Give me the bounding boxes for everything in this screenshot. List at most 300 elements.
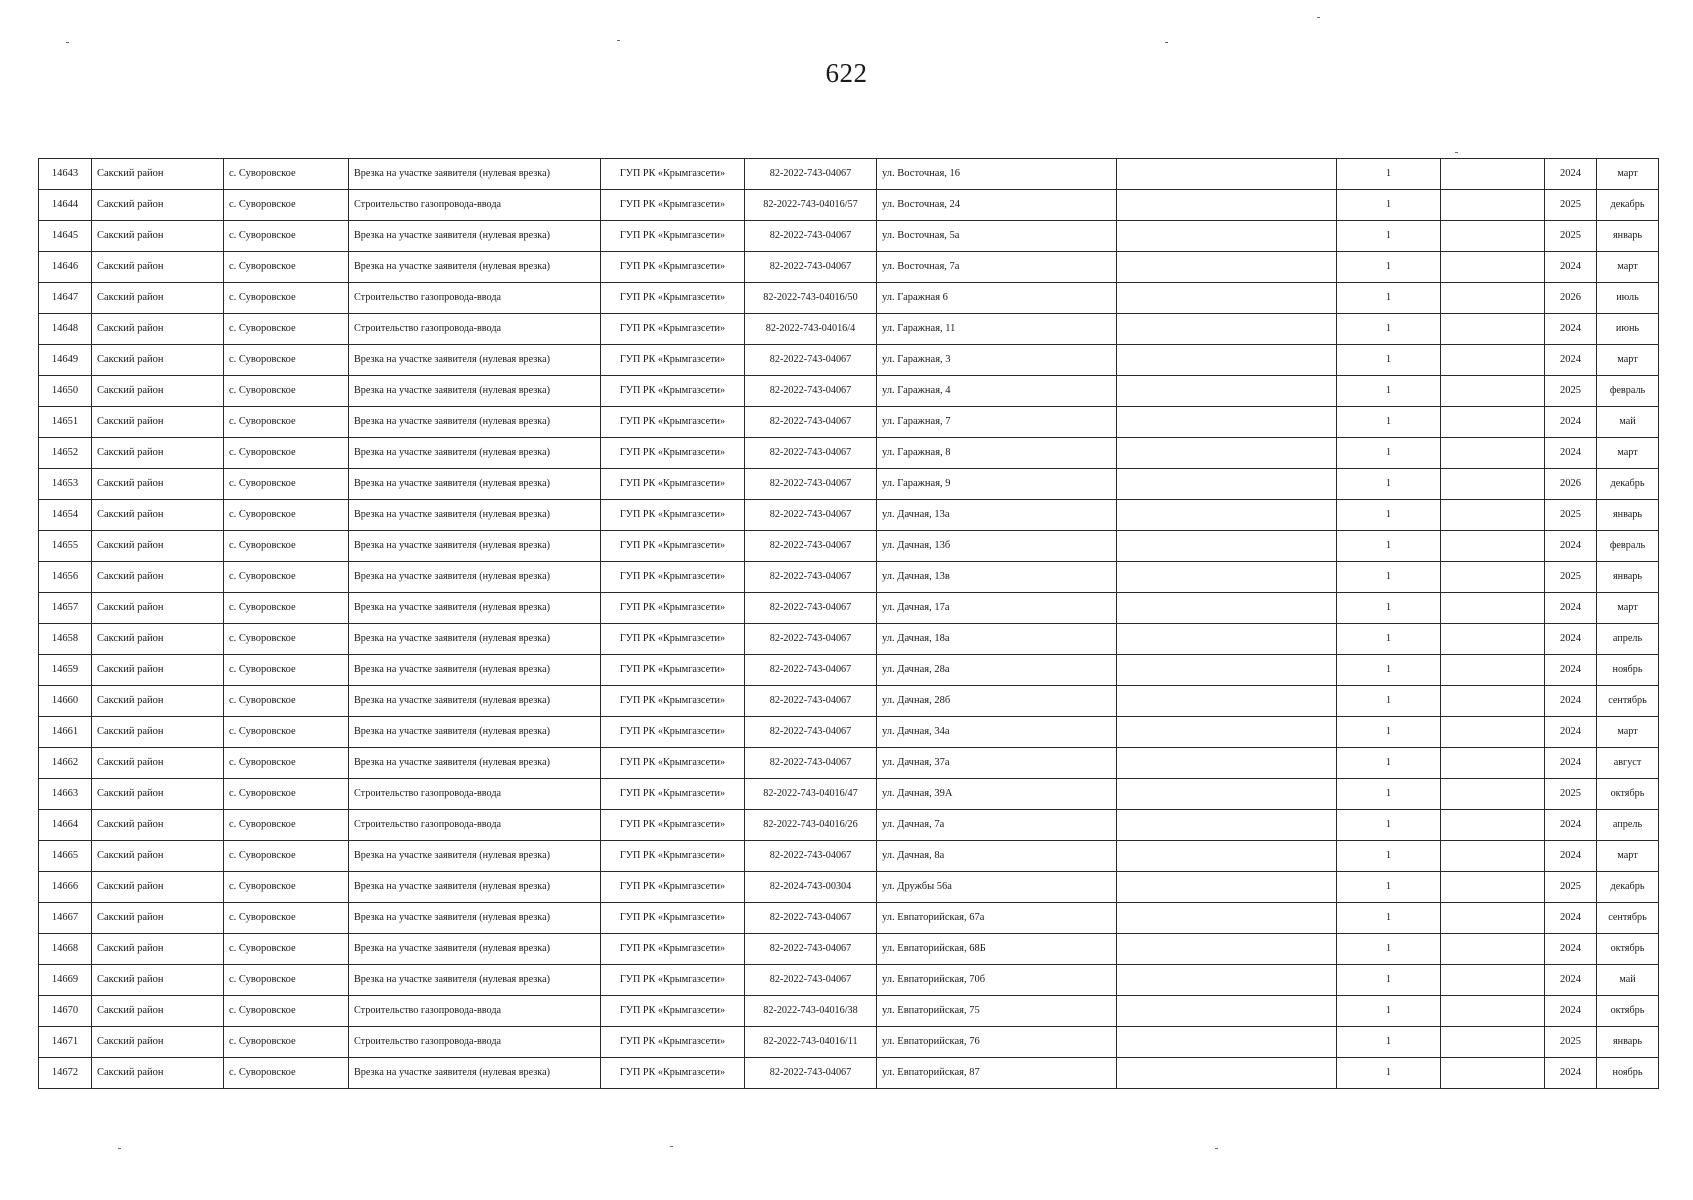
table-row (39, 345, 1659, 376)
village-cell: с. Суворовское (224, 686, 349, 717)
month-cell: октябрь (1597, 934, 1659, 965)
address-cell: ул. Дачная, 28а (877, 655, 1117, 686)
blank-cell (1117, 996, 1337, 1027)
organization-cell: ГУП РК «Крымгазсети» (601, 562, 745, 593)
row-number: 14657 (39, 593, 92, 624)
blank-cell (1441, 748, 1545, 779)
document-number-cell: 82-2022-743-04016/38 (745, 996, 877, 1027)
month-cell: декабрь (1597, 190, 1659, 221)
district-cell: Сакский район (92, 748, 224, 779)
district-cell: Сакский район (92, 221, 224, 252)
table-row (39, 562, 1659, 593)
village-cell: с. Суворовское (224, 872, 349, 903)
work-type-cell: Врезка на участке заявителя (нулевая врезка) (349, 159, 601, 190)
blank-cell (1441, 469, 1545, 500)
count-cell: 1 (1337, 252, 1441, 283)
village-cell: с. Суворовское (224, 810, 349, 841)
address-cell: ул. Дачная, 13в (877, 562, 1117, 593)
blank-cell (1117, 407, 1337, 438)
count-cell: 1 (1337, 624, 1441, 655)
year-cell: 2024 (1545, 624, 1597, 655)
row-number: 14662 (39, 748, 92, 779)
blank-cell (1441, 779, 1545, 810)
work-type-cell: Врезка на участке заявителя (нулевая врезка) (349, 872, 601, 903)
scan-speck (670, 1146, 673, 1147)
organization-cell: ГУП РК «Крымгазсети» (601, 779, 745, 810)
year-cell: 2024 (1545, 252, 1597, 283)
document-number-cell: 82-2022-743-04016/11 (745, 1027, 877, 1058)
month-cell: март (1597, 717, 1659, 748)
month-cell: январь (1597, 221, 1659, 252)
month-cell: март (1597, 252, 1659, 283)
district-cell: Сакский район (92, 934, 224, 965)
village-cell: с. Суворовское (224, 438, 349, 469)
village-cell: с. Суворовское (224, 1058, 349, 1089)
row-number: 14663 (39, 779, 92, 810)
count-cell: 1 (1337, 1027, 1441, 1058)
year-cell: 2024 (1545, 438, 1597, 469)
organization-cell: ГУП РК «Крымгазсети» (601, 283, 745, 314)
blank-cell (1117, 283, 1337, 314)
organization-cell: ГУП РК «Крымгазсети» (601, 717, 745, 748)
table-row (39, 283, 1659, 314)
blank-cell (1441, 221, 1545, 252)
village-cell: с. Суворовское (224, 283, 349, 314)
blank-cell (1441, 1027, 1545, 1058)
address-cell: ул. Гаражная, 7 (877, 407, 1117, 438)
blank-cell (1441, 593, 1545, 624)
document-number-cell: 82-2022-743-04067 (745, 252, 877, 283)
table-row (39, 221, 1659, 252)
address-cell: ул. Восточная, 5а (877, 221, 1117, 252)
blank-cell (1117, 221, 1337, 252)
row-number: 14667 (39, 903, 92, 934)
row-number: 14647 (39, 283, 92, 314)
organization-cell: ГУП РК «Крымгазсети» (601, 221, 745, 252)
count-cell: 1 (1337, 1058, 1441, 1089)
blank-cell (1117, 314, 1337, 345)
blank-cell (1441, 655, 1545, 686)
count-cell: 1 (1337, 841, 1441, 872)
work-type-cell: Врезка на участке заявителя (нулевая врезка) (349, 376, 601, 407)
table-row (39, 438, 1659, 469)
blank-cell (1441, 159, 1545, 190)
blank-cell (1117, 686, 1337, 717)
month-cell: август (1597, 748, 1659, 779)
work-type-cell: Врезка на участке заявителя (нулевая врезка) (349, 624, 601, 655)
count-cell: 1 (1337, 965, 1441, 996)
scan-speck (1215, 1148, 1218, 1149)
month-cell: февраль (1597, 376, 1659, 407)
year-cell: 2024 (1545, 965, 1597, 996)
year-cell: 2025 (1545, 500, 1597, 531)
row-number: 14659 (39, 655, 92, 686)
address-cell: ул. Дачная, 37а (877, 748, 1117, 779)
table-row (39, 841, 1659, 872)
month-cell: апрель (1597, 810, 1659, 841)
village-cell: с. Суворовское (224, 500, 349, 531)
district-cell: Сакский район (92, 903, 224, 934)
blank-cell (1441, 376, 1545, 407)
count-cell: 1 (1337, 407, 1441, 438)
blank-cell (1441, 407, 1545, 438)
document-number-cell: 82-2022-743-04067 (745, 748, 877, 779)
document-number-cell: 82-2022-743-04016/4 (745, 314, 877, 345)
blank-cell (1117, 593, 1337, 624)
year-cell: 2024 (1545, 314, 1597, 345)
work-type-cell: Строительство газопровода-ввода (349, 1027, 601, 1058)
blank-cell (1117, 717, 1337, 748)
row-number: 14650 (39, 376, 92, 407)
work-type-cell: Врезка на участке заявителя (нулевая врезка) (349, 717, 601, 748)
month-cell: март (1597, 841, 1659, 872)
village-cell: с. Суворовское (224, 779, 349, 810)
blank-cell (1441, 314, 1545, 345)
document-number-cell: 82-2024-743-00304 (745, 872, 877, 903)
address-cell: ул. Дачная, 18а (877, 624, 1117, 655)
village-cell: с. Суворовское (224, 903, 349, 934)
month-cell: март (1597, 438, 1659, 469)
address-cell: ул. Дачная, 17а (877, 593, 1117, 624)
address-cell: ул. Гаражная, 8 (877, 438, 1117, 469)
blank-cell (1441, 252, 1545, 283)
year-cell: 2024 (1545, 1058, 1597, 1089)
count-cell: 1 (1337, 345, 1441, 376)
year-cell: 2024 (1545, 407, 1597, 438)
village-cell: с. Суворовское (224, 314, 349, 345)
district-cell: Сакский район (92, 469, 224, 500)
year-cell: 2024 (1545, 934, 1597, 965)
year-cell: 2024 (1545, 655, 1597, 686)
blank-cell (1441, 562, 1545, 593)
organization-cell: ГУП РК «Крымгазсети» (601, 934, 745, 965)
month-cell: май (1597, 407, 1659, 438)
month-cell: январь (1597, 500, 1659, 531)
organization-cell: ГУП РК «Крымгазсети» (601, 965, 745, 996)
table-row (39, 469, 1659, 500)
count-cell: 1 (1337, 531, 1441, 562)
district-cell: Сакский район (92, 252, 224, 283)
document-number-cell: 82-2022-743-04067 (745, 655, 877, 686)
year-cell: 2024 (1545, 686, 1597, 717)
row-number: 14666 (39, 872, 92, 903)
district-cell: Сакский район (92, 283, 224, 314)
organization-cell: ГУП РК «Крымгазсети» (601, 345, 745, 376)
scan-speck (66, 42, 69, 43)
table-row (39, 1027, 1659, 1058)
district-cell: Сакский район (92, 810, 224, 841)
month-cell: апрель (1597, 624, 1659, 655)
blank-cell (1441, 686, 1545, 717)
table-row (39, 934, 1659, 965)
work-type-cell: Врезка на участке заявителя (нулевая врезка) (349, 345, 601, 376)
work-type-cell: Строительство газопровода-ввода (349, 283, 601, 314)
document-number-cell: 82-2022-743-04067 (745, 438, 877, 469)
blank-cell (1441, 934, 1545, 965)
district-cell: Сакский район (92, 190, 224, 221)
blank-cell (1117, 779, 1337, 810)
count-cell: 1 (1337, 717, 1441, 748)
district-cell: Сакский район (92, 1027, 224, 1058)
village-cell: с. Суворовское (224, 717, 349, 748)
count-cell: 1 (1337, 221, 1441, 252)
district-cell: Сакский район (92, 376, 224, 407)
blank-cell (1117, 469, 1337, 500)
blank-cell (1117, 252, 1337, 283)
address-cell: ул. Гаражная 6 (877, 283, 1117, 314)
table-row (39, 376, 1659, 407)
district-cell: Сакский район (92, 562, 224, 593)
work-type-cell: Врезка на участке заявителя (нулевая врезка) (349, 593, 601, 624)
document-number-cell: 82-2022-743-04067 (745, 376, 877, 407)
village-cell: с. Суворовское (224, 376, 349, 407)
count-cell: 1 (1337, 655, 1441, 686)
count-cell: 1 (1337, 562, 1441, 593)
work-type-cell: Врезка на участке заявителя (нулевая врезка) (349, 934, 601, 965)
district-cell: Сакский район (92, 407, 224, 438)
count-cell: 1 (1337, 686, 1441, 717)
row-number: 14668 (39, 934, 92, 965)
count-cell: 1 (1337, 469, 1441, 500)
address-cell: ул. Восточная, 7а (877, 252, 1117, 283)
document-number-cell: 82-2022-743-04067 (745, 562, 877, 593)
count-cell: 1 (1337, 159, 1441, 190)
district-cell: Сакский район (92, 500, 224, 531)
address-cell: ул. Евпаторийская, 75 (877, 996, 1117, 1027)
address-cell: ул. Дачная, 13б (877, 531, 1117, 562)
village-cell: с. Суворовское (224, 996, 349, 1027)
table-row (39, 872, 1659, 903)
count-cell: 1 (1337, 779, 1441, 810)
table-row (39, 190, 1659, 221)
table-row (39, 407, 1659, 438)
document-number-cell: 82-2022-743-04067 (745, 407, 877, 438)
work-type-cell: Врезка на участке заявителя (нулевая врезка) (349, 252, 601, 283)
table-row (39, 686, 1659, 717)
document-number-cell: 82-2022-743-04016/47 (745, 779, 877, 810)
row-number: 14665 (39, 841, 92, 872)
year-cell: 2025 (1545, 562, 1597, 593)
village-cell: с. Суворовское (224, 159, 349, 190)
work-type-cell: Врезка на участке заявителя (нулевая врезка) (349, 655, 601, 686)
document-number-cell: 82-2022-743-04067 (745, 159, 877, 190)
blank-cell (1441, 345, 1545, 376)
organization-cell: ГУП РК «Крымгазсети» (601, 376, 745, 407)
village-cell: с. Суворовское (224, 469, 349, 500)
village-cell: с. Суворовское (224, 1027, 349, 1058)
blank-cell (1441, 1058, 1545, 1089)
blank-cell (1117, 748, 1337, 779)
table-row (39, 314, 1659, 345)
district-cell: Сакский район (92, 655, 224, 686)
table-row (39, 965, 1659, 996)
address-cell: ул. Восточная, 24 (877, 190, 1117, 221)
scan-speck (118, 1148, 121, 1149)
month-cell: сентябрь (1597, 686, 1659, 717)
row-number: 14669 (39, 965, 92, 996)
village-cell: с. Суворовское (224, 965, 349, 996)
blank-cell (1117, 624, 1337, 655)
village-cell: с. Суворовское (224, 655, 349, 686)
district-cell: Сакский район (92, 531, 224, 562)
document-number-cell: 82-2022-743-04016/26 (745, 810, 877, 841)
blank-cell (1117, 500, 1337, 531)
row-number: 14661 (39, 717, 92, 748)
count-cell: 1 (1337, 872, 1441, 903)
year-cell: 2025 (1545, 872, 1597, 903)
organization-cell: ГУП РК «Крымгазсети» (601, 686, 745, 717)
village-cell: с. Суворовское (224, 934, 349, 965)
blank-cell (1117, 345, 1337, 376)
blank-cell (1117, 934, 1337, 965)
address-cell: ул. Евпаторийская, 67а (877, 903, 1117, 934)
register-table (38, 158, 1659, 1089)
work-type-cell: Врезка на участке заявителя (нулевая врезка) (349, 531, 601, 562)
organization-cell: ГУП РК «Крымгазсети» (601, 996, 745, 1027)
blank-cell (1441, 531, 1545, 562)
count-cell: 1 (1337, 996, 1441, 1027)
table-row (39, 748, 1659, 779)
row-number: 14644 (39, 190, 92, 221)
village-cell: с. Суворовское (224, 252, 349, 283)
work-type-cell: Врезка на участке заявителя (нулевая врезка) (349, 562, 601, 593)
year-cell: 2026 (1545, 469, 1597, 500)
count-cell: 1 (1337, 593, 1441, 624)
address-cell: ул. Гаражная, 11 (877, 314, 1117, 345)
address-cell: ул. Восточная, 16 (877, 159, 1117, 190)
table-row (39, 593, 1659, 624)
blank-cell (1117, 810, 1337, 841)
organization-cell: ГУП РК «Крымгазсети» (601, 500, 745, 531)
row-number: 14645 (39, 221, 92, 252)
work-type-cell: Строительство газопровода-ввода (349, 779, 601, 810)
document-number-cell: 82-2022-743-04067 (745, 686, 877, 717)
village-cell: с. Суворовское (224, 841, 349, 872)
row-number: 14664 (39, 810, 92, 841)
document-number-cell: 82-2022-743-04067 (745, 221, 877, 252)
organization-cell: ГУП РК «Крымгазсети» (601, 252, 745, 283)
month-cell: март (1597, 593, 1659, 624)
document-number-cell: 82-2022-743-04067 (745, 717, 877, 748)
count-cell: 1 (1337, 810, 1441, 841)
organization-cell: ГУП РК «Крымгазсети» (601, 810, 745, 841)
year-cell: 2026 (1545, 283, 1597, 314)
blank-cell (1441, 438, 1545, 469)
district-cell: Сакский район (92, 717, 224, 748)
month-cell: март (1597, 159, 1659, 190)
district-cell: Сакский район (92, 438, 224, 469)
blank-cell (1117, 903, 1337, 934)
organization-cell: ГУП РК «Крымгазсети» (601, 903, 745, 934)
district-cell: Сакский район (92, 345, 224, 376)
blank-cell (1117, 1027, 1337, 1058)
blank-cell (1117, 1058, 1337, 1089)
month-cell: ноябрь (1597, 655, 1659, 686)
blank-cell (1441, 965, 1545, 996)
month-cell: май (1597, 965, 1659, 996)
work-type-cell: Строительство газопровода-ввода (349, 314, 601, 345)
row-number: 14648 (39, 314, 92, 345)
document-number-cell: 82-2022-743-04067 (745, 934, 877, 965)
document-number-cell: 82-2022-743-04067 (745, 593, 877, 624)
work-type-cell: Врезка на участке заявителя (нулевая врезка) (349, 841, 601, 872)
address-cell: ул. Евпаторийская, 68Б (877, 934, 1117, 965)
blank-cell (1117, 438, 1337, 469)
year-cell: 2025 (1545, 1027, 1597, 1058)
blank-cell (1117, 872, 1337, 903)
organization-cell: ГУП РК «Крымгазсети» (601, 1027, 745, 1058)
work-type-cell: Врезка на участке заявителя (нулевая врезка) (349, 686, 601, 717)
row-number: 14651 (39, 407, 92, 438)
blank-cell (1441, 190, 1545, 221)
blank-cell (1441, 996, 1545, 1027)
document-number-cell: 82-2022-743-04067 (745, 500, 877, 531)
organization-cell: ГУП РК «Крымгазсети» (601, 841, 745, 872)
count-cell: 1 (1337, 934, 1441, 965)
document-number-cell: 82-2022-743-04067 (745, 345, 877, 376)
scan-speck (617, 40, 620, 41)
district-cell: Сакский район (92, 593, 224, 624)
blank-cell (1441, 841, 1545, 872)
blank-cell (1117, 376, 1337, 407)
organization-cell: ГУП РК «Крымгазсети» (601, 190, 745, 221)
village-cell: с. Суворовское (224, 748, 349, 779)
work-type-cell: Строительство газопровода-ввода (349, 996, 601, 1027)
page-number: 622 (825, 58, 868, 88)
blank-cell (1441, 810, 1545, 841)
organization-cell: ГУП РК «Крымгазсети» (601, 872, 745, 903)
district-cell: Сакский район (92, 1058, 224, 1089)
month-cell: июнь (1597, 314, 1659, 345)
address-cell: ул. Евпаторийская, 70б (877, 965, 1117, 996)
address-cell: ул. Дачная, 7а (877, 810, 1117, 841)
document-number-cell: 82-2022-743-04067 (745, 1058, 877, 1089)
count-cell: 1 (1337, 314, 1441, 345)
count-cell: 1 (1337, 190, 1441, 221)
work-type-cell: Строительство газопровода-ввода (349, 190, 601, 221)
document-number-cell: 82-2022-743-04016/57 (745, 190, 877, 221)
organization-cell: ГУП РК «Крымгазсети» (601, 469, 745, 500)
month-cell: январь (1597, 1027, 1659, 1058)
year-cell: 2025 (1545, 221, 1597, 252)
table-row (39, 159, 1659, 190)
scan-speck (1165, 42, 1168, 43)
address-cell: ул. Гаражная, 3 (877, 345, 1117, 376)
year-cell: 2024 (1545, 159, 1597, 190)
district-cell: Сакский район (92, 624, 224, 655)
district-cell: Сакский район (92, 996, 224, 1027)
document-number-cell: 82-2022-743-04067 (745, 903, 877, 934)
organization-cell: ГУП РК «Крымгазсети» (601, 531, 745, 562)
month-cell: сентябрь (1597, 903, 1659, 934)
scan-speck (1317, 17, 1320, 18)
count-cell: 1 (1337, 903, 1441, 934)
blank-cell (1117, 841, 1337, 872)
blank-cell (1441, 624, 1545, 655)
table-row (39, 1058, 1659, 1089)
year-cell: 2025 (1545, 190, 1597, 221)
work-type-cell: Врезка на участке заявителя (нулевая врезка) (349, 438, 601, 469)
district-cell: Сакский район (92, 841, 224, 872)
year-cell: 2024 (1545, 717, 1597, 748)
month-cell: февраль (1597, 531, 1659, 562)
row-number: 14671 (39, 1027, 92, 1058)
table-row (39, 810, 1659, 841)
village-cell: с. Суворовское (224, 562, 349, 593)
month-cell: декабрь (1597, 469, 1659, 500)
work-type-cell: Врезка на участке заявителя (нулевая врезка) (349, 748, 601, 779)
work-type-cell: Врезка на участке заявителя (нулевая врезка) (349, 407, 601, 438)
